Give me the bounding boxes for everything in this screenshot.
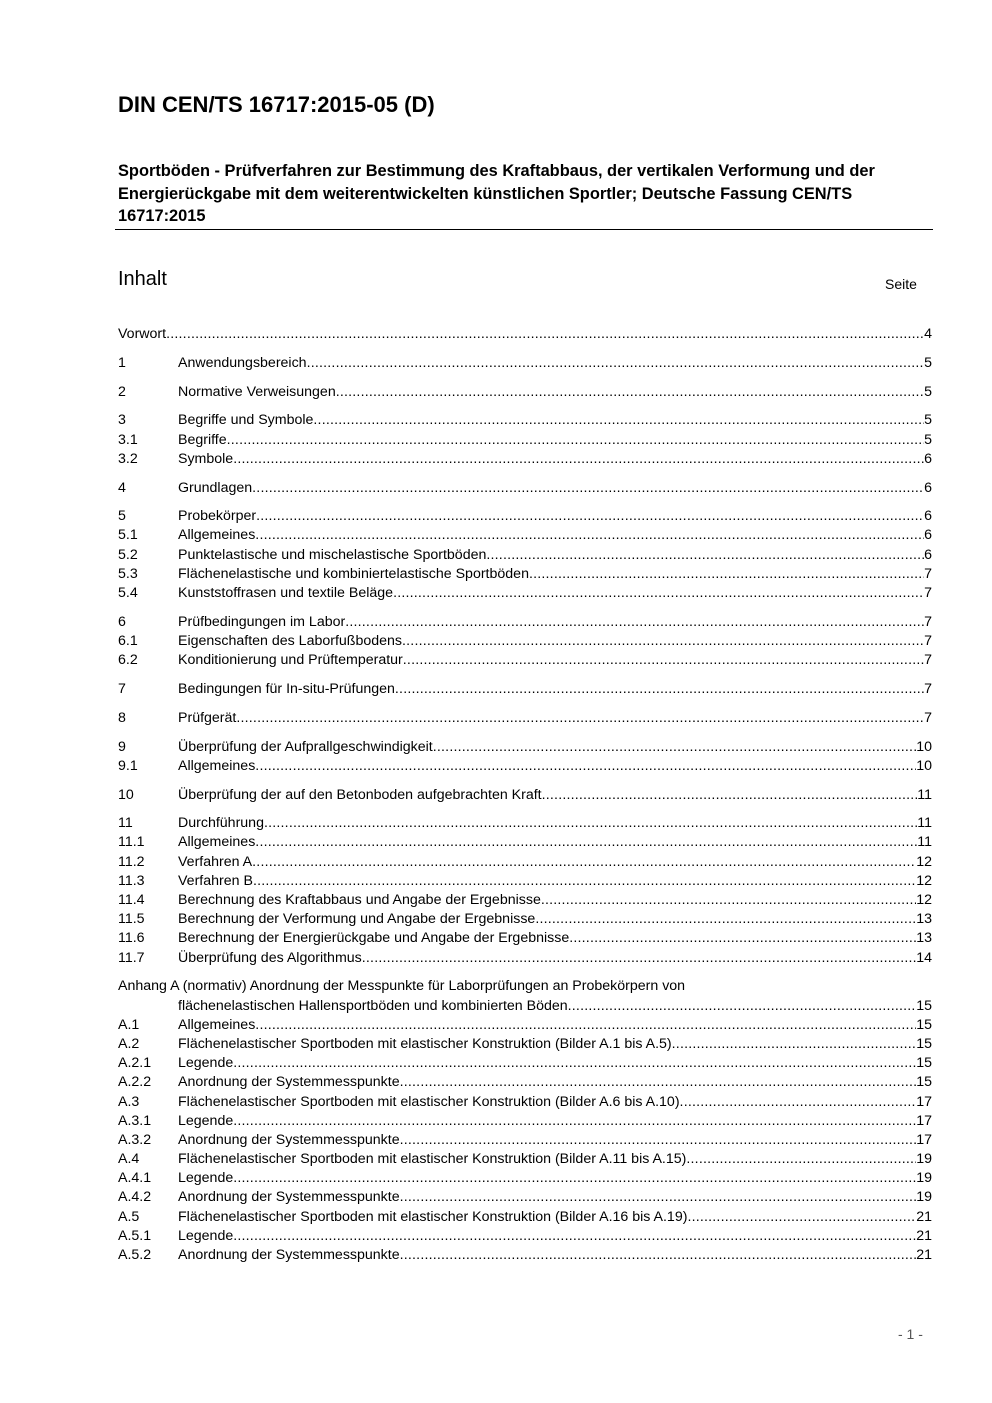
toc-entry-number: A.4.2 <box>118 1189 152 1206</box>
dot-leader <box>253 872 916 891</box>
toc-entry[interactable] <box>118 853 932 872</box>
toc-entry[interactable] <box>118 1227 932 1246</box>
dot-leader <box>542 786 918 805</box>
toc-entry[interactable] <box>118 431 932 450</box>
toc-entry[interactable] <box>118 757 932 776</box>
toc-entry-label: Flächenelastischer Sportboden mit elastischer Konstruktion (Bilder A.11 bis A.15) <box>178 1151 687 1168</box>
toc-entry-label: Anordnung der Systemmesspunkte <box>178 1074 400 1091</box>
toc-entry-label: Überprüfung des Algorithmus <box>178 949 362 966</box>
toc-entry-page: 17 <box>916 1112 932 1129</box>
toc-entry-page: 13 <box>916 930 932 947</box>
toc-entry-page: 6 <box>924 479 932 496</box>
toc-entry-number: 5.1 <box>118 527 138 544</box>
toc-entry-label: Allgemeines <box>178 834 256 851</box>
dot-leader <box>256 507 924 526</box>
toc-entry-page: 10 <box>916 757 932 774</box>
toc-entry-number: A.3.2 <box>118 1131 152 1148</box>
toc-entry-label: Anordnung der Systemmesspunkte <box>178 1189 400 1206</box>
dot-leader <box>345 613 924 632</box>
toc-entry[interactable] <box>118 814 932 833</box>
toc-entry-number: 6.2 <box>118 652 138 669</box>
toc-entry-label: Vorwort <box>118 326 167 342</box>
toc-entry-label: Allgemeines <box>178 1016 256 1033</box>
dot-leader <box>255 757 916 776</box>
toc-entry[interactable] <box>118 526 932 545</box>
table-of-contents <box>118 325 932 1265</box>
toc-entry-page: 6 <box>924 546 932 563</box>
toc-entry[interactable] <box>118 929 932 948</box>
toc-entry-label: Bedingungen für In-situ-Prüfungen <box>178 680 395 697</box>
dot-leader <box>252 479 924 498</box>
toc-entry-label: Punktelastische und mischelastische Sportböden <box>178 546 487 563</box>
toc-entry-number: 11.3 <box>118 872 145 889</box>
dot-leader <box>393 584 924 603</box>
toc-entry-page: 11 <box>917 786 932 803</box>
toc-entry-label: Verfahren B <box>178 872 253 889</box>
toc-entry[interactable] <box>118 1188 932 1207</box>
toc-entry-label: Legende <box>178 1170 234 1187</box>
toc-entry[interactable] <box>118 680 932 699</box>
dot-leader <box>400 1188 917 1207</box>
dot-leader <box>336 383 924 402</box>
annex-page-number: 15 <box>916 997 932 1014</box>
toc-entry-number: 10 <box>118 786 134 803</box>
annex-title-line2: flächenelastischen Hallensportböden und kombinierten Böden <box>178 997 568 1014</box>
dot-leader <box>307 354 925 373</box>
toc-entry-number: 11.7 <box>118 949 145 966</box>
toc-entry-label: Legende <box>178 1112 234 1129</box>
toc-entry[interactable] <box>118 709 932 728</box>
dot-leader <box>569 929 916 948</box>
dot-leader <box>535 910 916 929</box>
toc-entry-number: 4 <box>118 479 126 496</box>
toc-entry-number: A.3.1 <box>118 1112 152 1129</box>
dot-leader <box>400 1073 917 1092</box>
toc-entry-page: 15 <box>916 1035 932 1052</box>
toc-entry[interactable] <box>118 949 932 968</box>
document-title: DIN CEN/TS 16717:2015-05 (D) <box>118 92 435 117</box>
toc-entry[interactable] <box>118 613 932 632</box>
toc-entry-number: A.4 <box>118 1151 140 1168</box>
toc-entry-number: 3.1 <box>118 431 138 448</box>
dot-leader <box>680 1093 917 1112</box>
toc-entry[interactable] <box>118 1246 932 1265</box>
dot-leader <box>255 526 924 545</box>
toc-entry-number: 5.2 <box>118 546 138 563</box>
toc-entry[interactable] <box>118 479 932 498</box>
annex-heading-line2[interactable] <box>118 997 932 1016</box>
toc-entry-label: Flächenelastische und kombiniertelastische Sportböden <box>178 565 529 582</box>
page-footer-number: - 1 - <box>898 1326 923 1342</box>
dot-leader <box>252 853 916 872</box>
annex-title-line1: Anhang A (normativ) Anordnung der Messpunkte für Laborprüfungen an Probekörpern von <box>118 978 686 995</box>
toc-entry-label: Überprüfung der Aufprallgeschwindigkeit <box>178 738 433 755</box>
toc-entry-number: 7 <box>118 680 126 697</box>
toc-entry-page: 21 <box>916 1227 932 1244</box>
toc-entry[interactable] <box>118 1073 932 1092</box>
toc-entry-number: 6 <box>118 613 126 630</box>
toc-entry-number: A.5.1 <box>118 1227 152 1244</box>
toc-entry-page: 6 <box>924 508 932 525</box>
toc-entry[interactable] <box>118 1016 932 1035</box>
toc-entry-label: Konditionierung und Prüftemperatur <box>178 652 403 669</box>
toc-entry-page: 11 <box>917 834 932 851</box>
toc-entry-label: Anwendungsbereich <box>178 354 307 371</box>
toc-entry-number: A.5.2 <box>118 1247 152 1263</box>
toc-entry[interactable] <box>118 1093 932 1112</box>
dot-leader <box>313 411 924 430</box>
toc-entry-label: Verfahren A <box>178 853 253 870</box>
toc-entry[interactable] <box>118 910 932 929</box>
toc-entry[interactable] <box>118 738 932 757</box>
toc-entry-label: Berechnung der Energierückgabe und Angabe der Ergebnisse <box>178 930 570 947</box>
toc-entry-label: Eigenschaften des Laborfußbodens <box>178 633 403 649</box>
toc-entry[interactable] <box>118 1112 932 1131</box>
dot-leader <box>227 431 924 450</box>
toc-entry-page: 17 <box>916 1093 932 1110</box>
toc-entry-page: 6 <box>924 527 932 544</box>
toc-entry-page: 6 <box>924 450 932 467</box>
toc-entry-label: Überprüfung der auf den Betonboden aufgebrachten Kraft <box>178 786 542 803</box>
page-column-heading: Seite <box>885 276 917 292</box>
document-subtitle: Sportböden - Prüfverfahren zur Bestimmung des Kraftabbaus, der vertikalen Verformung und der Energierückgabe mit dem weiterentwickelten künstlichen Sportler; Deutsche Fassung CEN/TS 16717:2015 <box>118 162 875 225</box>
dot-leader <box>233 1112 916 1131</box>
toc-entry[interactable] <box>118 1035 932 1054</box>
toc-entry-label: Anordnung der Systemmesspunkte <box>178 1247 400 1263</box>
dot-leader <box>233 1054 916 1073</box>
toc-entry-page: 19 <box>916 1151 932 1168</box>
toc-entry-label: Allgemeines <box>178 757 256 774</box>
toc-entry-label: Flächenelastischer Sportboden mit elastischer Konstruktion (Bilder A.16 bis A.19) <box>178 1208 688 1225</box>
toc-entry-label: Legende <box>178 1227 234 1244</box>
toc-entry-number: 11 <box>118 815 133 832</box>
toc-entry-number: 3 <box>118 412 126 429</box>
toc-entry-page: 5 <box>924 431 932 448</box>
dot-leader <box>686 1150 916 1169</box>
toc-entry-page: 17 <box>916 1131 932 1148</box>
toc-entry[interactable] <box>118 1131 932 1150</box>
dot-leader <box>362 949 916 968</box>
toc-entry[interactable] <box>118 325 932 344</box>
toc-entry-label: Begriffe <box>178 431 227 448</box>
toc-entry-label: Grundlagen <box>178 479 253 496</box>
toc-entry[interactable] <box>118 1169 932 1188</box>
dot-leader <box>233 450 924 469</box>
toc-entry-page: 5 <box>924 383 932 400</box>
toc-entry-number: 1 <box>118 354 126 371</box>
toc-entry-page: 15 <box>916 1074 932 1091</box>
toc-entry[interactable] <box>118 1208 932 1227</box>
dot-leader <box>166 325 924 344</box>
dot-leader <box>403 651 924 670</box>
dot-leader <box>529 565 924 584</box>
toc-entry-number: A.2 <box>118 1035 140 1052</box>
toc-entry[interactable] <box>118 651 932 670</box>
dot-leader <box>486 546 924 565</box>
toc-entry-page: 4 <box>924 326 932 342</box>
toc-entry-page: 19 <box>916 1170 932 1187</box>
toc-entry[interactable] <box>118 1150 932 1169</box>
toc-entry[interactable] <box>118 354 932 373</box>
toc-main-section <box>118 325 932 968</box>
toc-entry-number: 11.4 <box>118 892 145 909</box>
toc-entry-page: 7 <box>924 680 932 697</box>
toc-entry-page: 13 <box>916 911 932 928</box>
toc-entry-page: 5 <box>924 412 932 429</box>
toc-entry[interactable] <box>118 383 932 402</box>
dot-leader <box>672 1035 917 1054</box>
toc-entry-number: 11.5 <box>118 911 145 928</box>
toc-entry-number: 11.2 <box>118 853 145 870</box>
toc-entry-number: A.4.1 <box>118 1170 152 1187</box>
toc-entry-page: 21 <box>916 1247 932 1263</box>
dot-leader <box>233 1227 916 1246</box>
toc-entry-label: Begriffe und Symbole <box>178 412 314 429</box>
toc-entry-label: Kunststoffrasen und textile Beläge <box>178 585 394 602</box>
dot-leader <box>233 1169 916 1188</box>
toc-entry-page: 7 <box>924 709 932 726</box>
toc-entry-label: Legende <box>178 1055 234 1072</box>
toc-entry-page: 14 <box>916 949 932 966</box>
toc-entry-page: 15 <box>916 1055 932 1072</box>
toc-entry-number: A.2.2 <box>118 1074 152 1091</box>
dot-leader <box>568 997 917 1016</box>
toc-entry-page: 11 <box>917 815 932 832</box>
toc-entry-label: Anordnung der Systemmesspunkte <box>178 1131 400 1148</box>
toc-entry-label: Berechnung des Kraftabbaus und Angabe der Ergebnisse <box>178 892 541 909</box>
toc-entry-page: 5 <box>924 354 932 371</box>
toc-entry-number: A.3 <box>118 1093 140 1110</box>
toc-entry-page: 7 <box>924 633 932 649</box>
toc-entry-page: 7 <box>924 652 932 669</box>
dot-leader <box>400 1246 917 1265</box>
toc-entry-label: Prüfgerät <box>178 709 237 726</box>
toc-entry[interactable] <box>118 1054 932 1073</box>
toc-entry-label: Berechnung der Verformung und Angabe der Ergebnisse <box>178 911 536 928</box>
toc-annex-entries <box>118 1016 932 1265</box>
toc-entry-page: 15 <box>916 1016 932 1033</box>
toc-entry-number: 3.2 <box>118 450 138 467</box>
toc-entry-number: A.1 <box>118 1016 140 1033</box>
toc-entry[interactable] <box>118 411 932 430</box>
dot-leader <box>236 709 924 728</box>
toc-entry[interactable] <box>118 507 932 526</box>
toc-entry-number: 5 <box>118 508 126 525</box>
toc-entry-label: Normative Verweisungen <box>178 383 336 400</box>
toc-entry[interactable] <box>118 584 932 603</box>
toc-entry[interactable] <box>118 891 932 910</box>
dot-leader <box>255 833 917 852</box>
toc-entry-label: Durchführung <box>178 815 264 832</box>
toc-entry-number: 6.1 <box>118 633 138 649</box>
dot-leader <box>400 1131 917 1150</box>
annex-heading-line1[interactable] <box>118 977 932 996</box>
toc-entry-number: A.5 <box>118 1208 140 1225</box>
toc-entry[interactable] <box>118 786 932 805</box>
toc-entry-label: Prüfbedingungen im Labor <box>178 613 346 630</box>
title-divider <box>115 229 933 230</box>
toc-entry-number: 9 <box>118 738 126 755</box>
toc-entry-number: 11.6 <box>118 930 145 947</box>
dot-leader <box>433 738 916 757</box>
toc-entry-number: 8 <box>118 709 126 726</box>
toc-entry-page: 12 <box>916 892 932 909</box>
dot-leader <box>264 814 917 833</box>
toc-entry-page: 7 <box>924 613 932 630</box>
toc-entry-page: 12 <box>916 872 932 889</box>
toc-entry-number: 11.1 <box>118 834 145 851</box>
toc-entry-label: Flächenelastischer Sportboden mit elastischer Konstruktion (Bilder A.6 bis A.10) <box>178 1093 680 1110</box>
toc-entry[interactable] <box>118 450 932 469</box>
toc-entry-number: 2 <box>118 383 126 400</box>
dot-leader <box>255 1016 916 1035</box>
dot-leader <box>402 632 924 651</box>
toc-entry-page: 7 <box>924 585 932 602</box>
dot-leader <box>395 680 924 699</box>
toc-entry-label: Flächenelastischer Sportboden mit elastischer Konstruktion (Bilder A.1 bis A.5) <box>178 1035 672 1052</box>
toc-entry[interactable] <box>118 872 932 891</box>
toc-entry[interactable] <box>118 565 932 584</box>
toc-entry[interactable] <box>118 632 932 651</box>
toc-entry-number: 5.4 <box>118 585 138 602</box>
toc-entry-label: Allgemeines <box>178 527 256 544</box>
toc-entry-number: A.2.1 <box>118 1055 152 1072</box>
toc-entry[interactable] <box>118 833 932 852</box>
toc-entry-page: 19 <box>916 1189 932 1206</box>
toc-entry-number: 5.3 <box>118 565 138 582</box>
dot-leader <box>687 1208 916 1227</box>
dot-leader <box>541 891 916 910</box>
toc-heading: Inhalt <box>118 268 167 290</box>
toc-entry-page: 21 <box>916 1208 932 1225</box>
toc-entry-page: 7 <box>924 565 932 582</box>
toc-entry[interactable] <box>118 546 932 565</box>
toc-entry-page: 12 <box>916 853 932 870</box>
toc-entry-label: Probekörper <box>178 508 257 525</box>
toc-entry-number: 9.1 <box>118 757 138 774</box>
toc-entry-label: Symbole <box>178 450 234 467</box>
toc-annex-section <box>118 977 932 1265</box>
toc-entry-page: 10 <box>916 738 932 755</box>
